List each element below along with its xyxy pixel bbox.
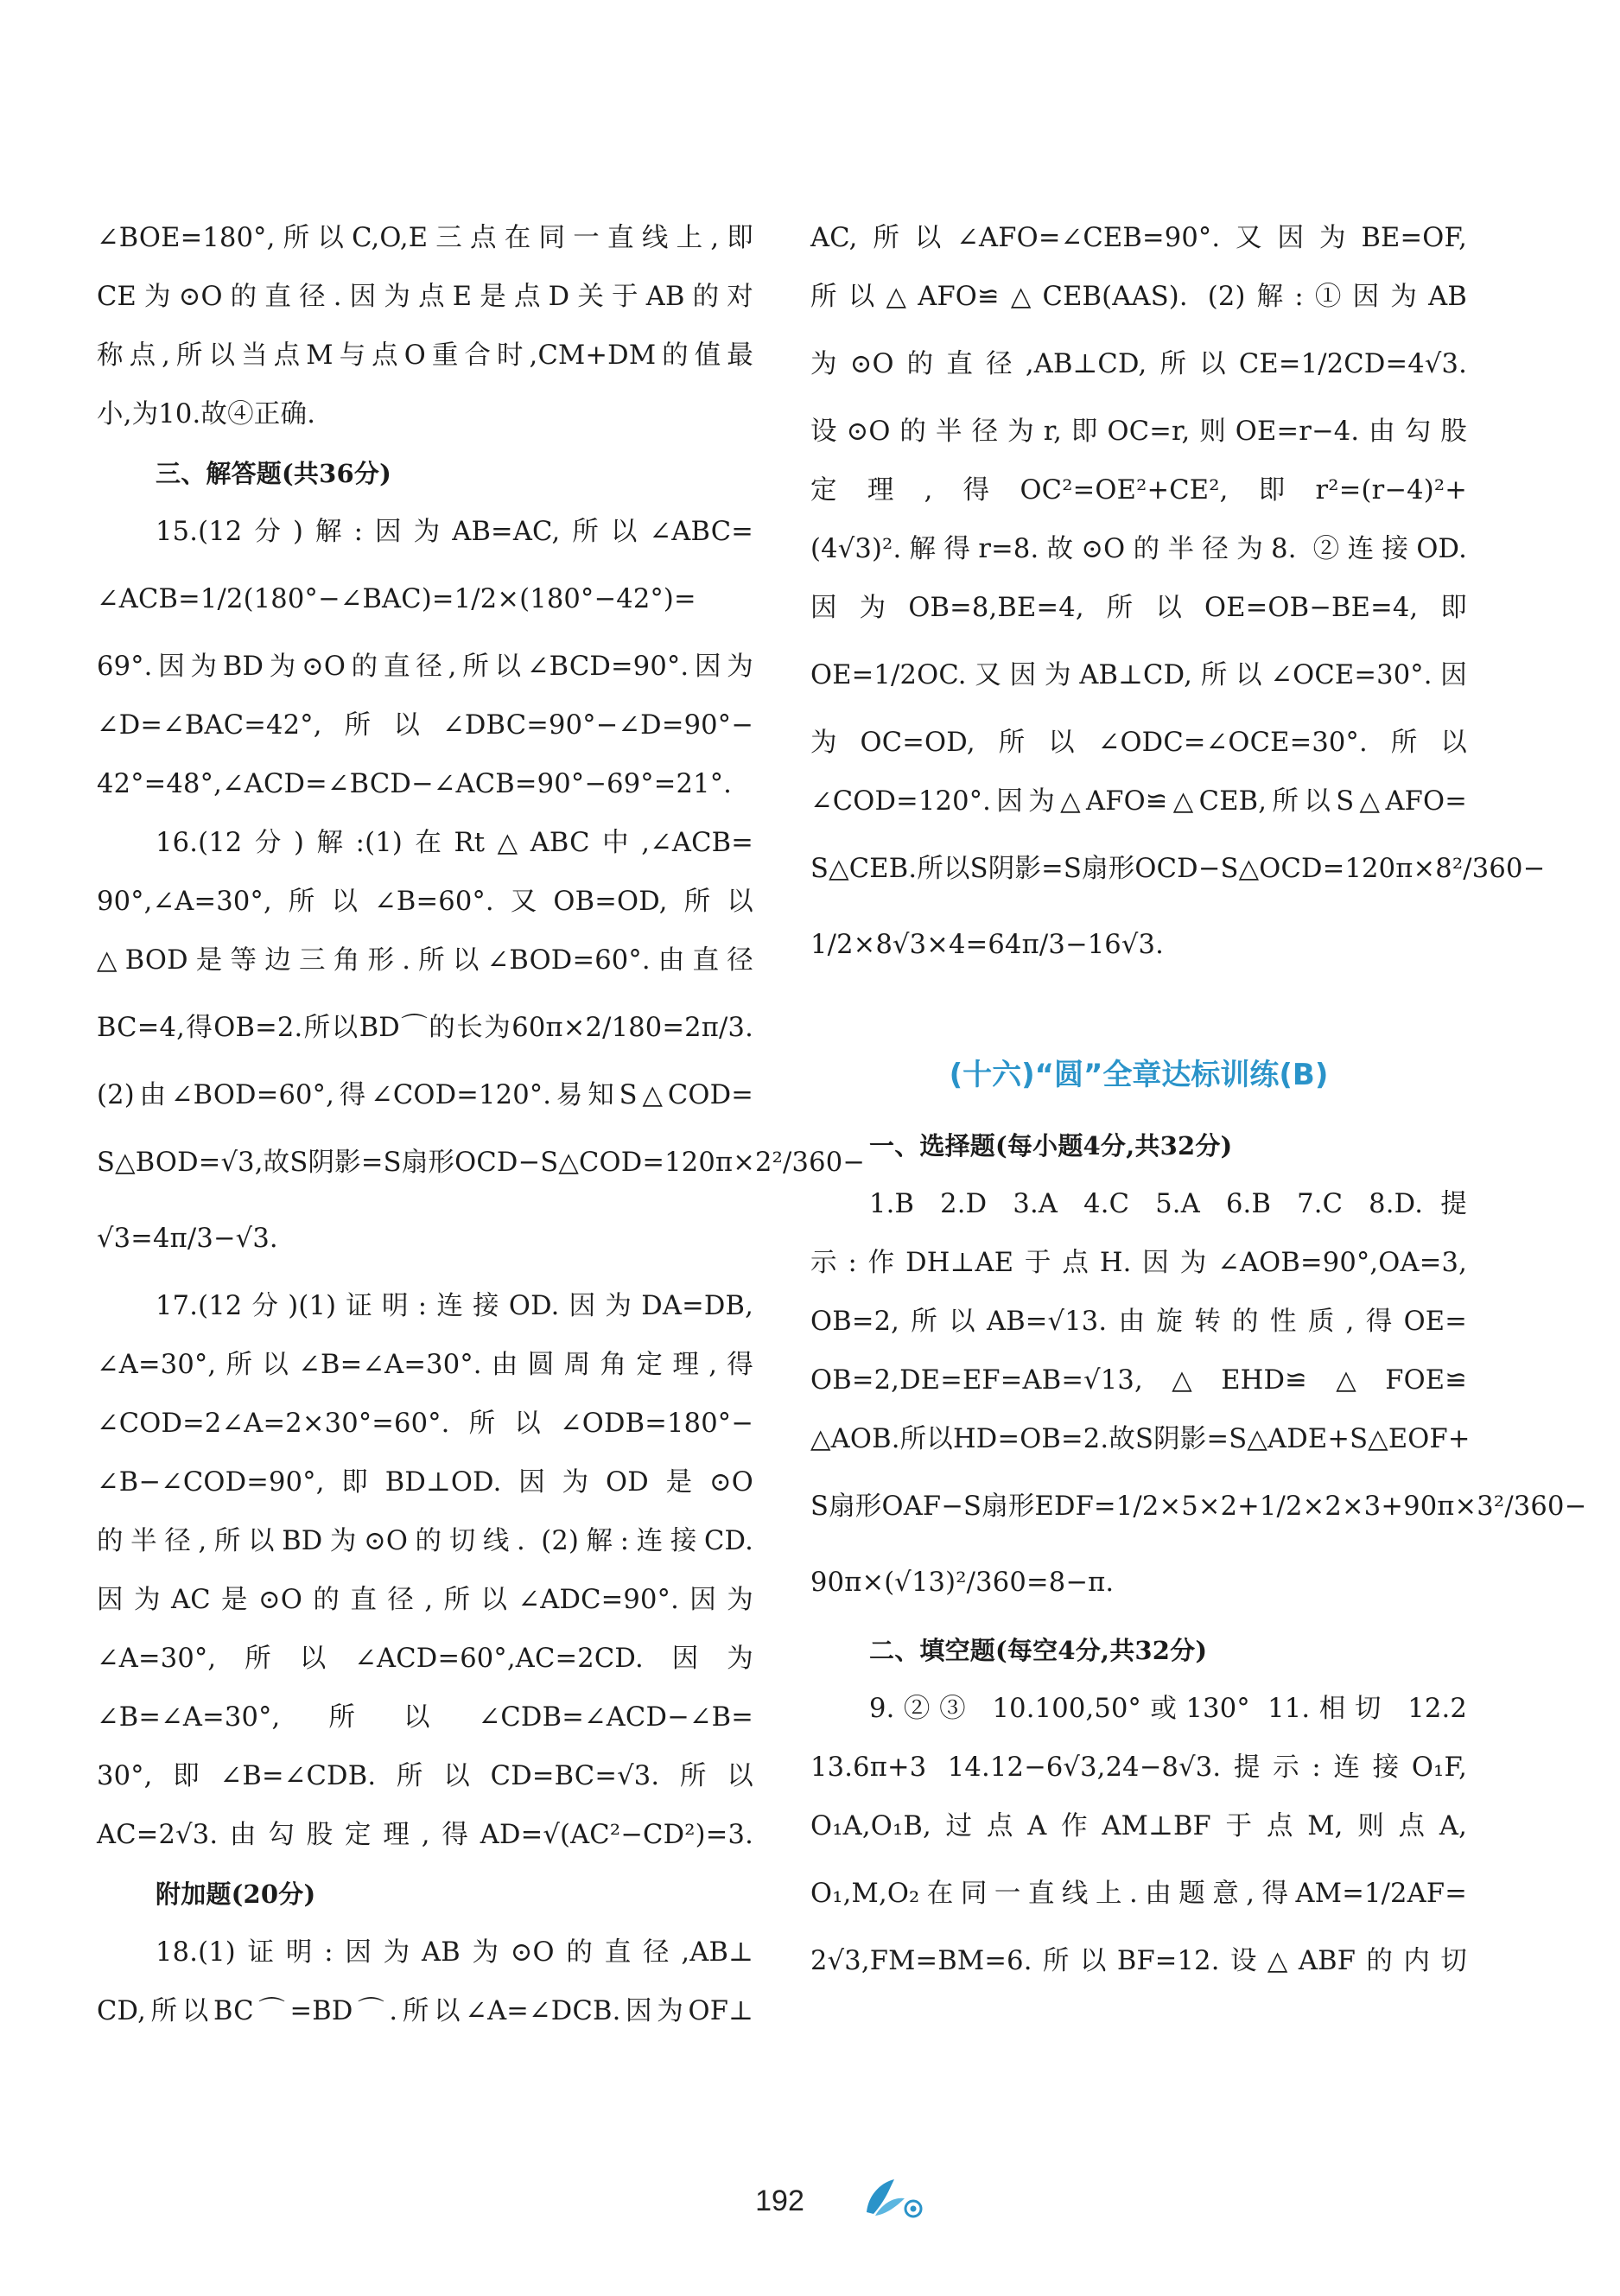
text-line: ∠ACB=1/2(180°−∠BAC)=1/2×(180°−42°)=	[97, 584, 696, 614]
text-line: 15.(12分)解:因为AB=AC,所以∠ABC=	[156, 517, 753, 547]
text-line: OB=2,所以AB=√13.由旋转的性质,得OE=	[810, 1307, 1467, 1337]
text-line: 的半径,所以BD为⊙O的切线. (2)解:连接CD.	[97, 1526, 753, 1556]
spacer	[810, 983, 1467, 1034]
text-line: CE为⊙O的直径.因为点E是点D关于AB的对	[97, 282, 753, 312]
section-heading: 一、选择题(每小题4分,共32分)	[869, 1131, 1233, 1161]
text-line: S扇形OAF−S扇形EDF=1/2×5×2+1/2×2×3+90π×3²/360−	[810, 1491, 1587, 1522]
text-line: 16.(12分)解:(1)在Rt△ABC中,∠ACB=	[156, 828, 754, 858]
left-column	[97, 209, 866, 2041]
page-number	[0, 2185, 1620, 2218]
text-line: 9.②③ 10.100,50°或130° 11.相切 12.2	[869, 1694, 1467, 1724]
text-line: △AOB.所以HD=OB=2.故S阴影=S△ADE+S△EOF+	[810, 1424, 1471, 1454]
right-column	[810, 209, 1587, 1991]
text-line: 所以△AFO≌△CEB(AAS). (2)解:①因为AB	[810, 282, 1467, 312]
text-line: ∠COD=120°.因为△AFO≌△CEB,所以S△AFO=	[810, 786, 1467, 817]
text-line: (2)由∠BOD=60°,得∠COD=120°.易知S△COD=	[97, 1080, 753, 1110]
text-line: S△CEB.所以S阴影=S扇形OCD−S△OCD=120π×8²/360−	[810, 854, 1546, 884]
text-line: O₁A,O₁B,过点A作AM⊥BF于点M,则点A,	[810, 1811, 1467, 1841]
text-line: ∠A=30°,所以∠B=∠A=30°.由圆周角定理,得	[97, 1350, 753, 1380]
text-line: ∠D=∠BAC=42°,所以∠DBC=90°−∠D=90°−	[97, 710, 753, 741]
text-line: ∠B=∠A=30°,所以∠CDB=∠ACD−∠B=	[97, 1702, 753, 1733]
leaf-logo-icon	[860, 2174, 929, 2223]
text-line: AC,所以∠AFO=∠CEB=90°.又因为BE=OF,	[810, 223, 1467, 253]
text-line: 69°.因为BD为⊙O的直径,所以∠BCD=90°.因为	[97, 652, 753, 682]
chapter-title: (十六)“圆”全章达标训练(B)	[949, 1058, 1329, 1092]
text-line: S△BOD=√3,故S阴影=S扇形OCD−S△COD=120π×2²/360−	[97, 1148, 866, 1178]
text-line: 小,为10.故④正确.	[97, 399, 316, 429]
text-line: CD,所以BC⌒=BD⌒.所以∠A=∠DCB.因为OF⊥	[97, 1996, 753, 2026]
text-line: AC=2√3.由勾股定理,得AD=√(AC²−CD²)=3.	[97, 1820, 753, 1850]
text-line: 17.(12分)(1)证明:连接OD.因为DA=DB,	[156, 1291, 753, 1321]
text-line: 2√3,FM=BM=6.所以BF=12.设△ABF的内切	[810, 1946, 1467, 1976]
text-line: 1.B 2.D 3.A 4.C 5.A 6.B 7.C 8.D.提	[869, 1189, 1467, 1219]
page-number-text: 192	[755, 2185, 804, 2217]
text-line: △BOD是等边三角形.所以∠BOD=60°.由直径	[97, 945, 753, 976]
text-line: BC=4,得OB=2.所以BD⌒的长为60π×2/180=2π/3.	[97, 1013, 753, 1043]
text-line: 称点,所以当点M与点O重合时,CM+DM的值最	[97, 340, 753, 371]
text-line: 30°,即∠B=∠CDB.所以CD=BC=√3.所以	[97, 1761, 753, 1791]
text-line: √3=4π/3−√3.	[97, 1224, 278, 1254]
text-line: 18.(1)证明:因为AB为⊙O的直径,AB⊥	[156, 1937, 753, 1968]
text-line: (4√3)².解得r=8.故⊙O的半径为8. ②连接OD.	[810, 534, 1467, 564]
text-line: 为⊙O的直径,AB⊥CD,所以CE=1/2CD=4√3.	[810, 349, 1467, 379]
text-line: ∠COD=2∠A=2×30°=60°.所以∠ODB=180°−	[97, 1409, 753, 1439]
section-heading: 三、解答题(共36分)	[156, 459, 391, 488]
text-line: 13.6π+3 14.12−6√3,24−8√3.提示:连接O₁F,	[810, 1752, 1467, 1783]
text-line: OB=2,DE=EF=AB=√13,△EHD≌△FOE≌	[810, 1365, 1467, 1396]
section-heading: 附加题(20分)	[156, 1879, 316, 1909]
text-line: 示:作DH⊥AE于点H.因为∠AOB=90°,OA=3,	[810, 1248, 1467, 1278]
text-line: 定理,得OC²=OE²+CE²,即r²=(r−4)²+	[810, 475, 1467, 506]
text-line: ∠A=30°,所以∠ACD=60°,AC=2CD.因为	[97, 1644, 753, 1674]
text-line: 因为OB=8,BE=4,所以OE=OB−BE=4,即	[810, 593, 1467, 623]
text-line: 90°,∠A=30°,所以∠B=60°.又OB=OD,所以	[97, 887, 753, 917]
section-heading: 二、填空题(每空4分,共32分)	[869, 1636, 1208, 1665]
text-line: 设⊙O的半径为r,即OC=r,则OE=r−4.由勾股	[810, 417, 1467, 447]
text-line: O₁,M,O₂在同一直线上.由题意,得AM=1/2AF=	[810, 1879, 1467, 1909]
text-line: 42°=48°,∠ACD=∠BCD−∠ACB=90°−69°=21°.	[97, 769, 733, 799]
text-line: 因为AC是⊙O的直径,所以∠ADC=90°.因为	[97, 1585, 753, 1615]
text-line: 1/2×8√3×4=64π/3−16√3.	[810, 930, 1165, 960]
text-line: ∠B−∠COD=90°,即BD⊥OD.因为OD是⊙O	[97, 1467, 753, 1498]
text-line: 90π×(√13)²/360=8−π.	[810, 1568, 1115, 1598]
text-line: OE=1/2OC.又因为AB⊥CD,所以∠OCE=30°.因	[810, 660, 1467, 690]
text-line: ∠BOE=180°,所以C,O,E三点在同一直线上,即	[97, 223, 753, 253]
text-line: 为OC=OD,所以∠ODC=∠OCE=30°.所以	[810, 728, 1467, 758]
